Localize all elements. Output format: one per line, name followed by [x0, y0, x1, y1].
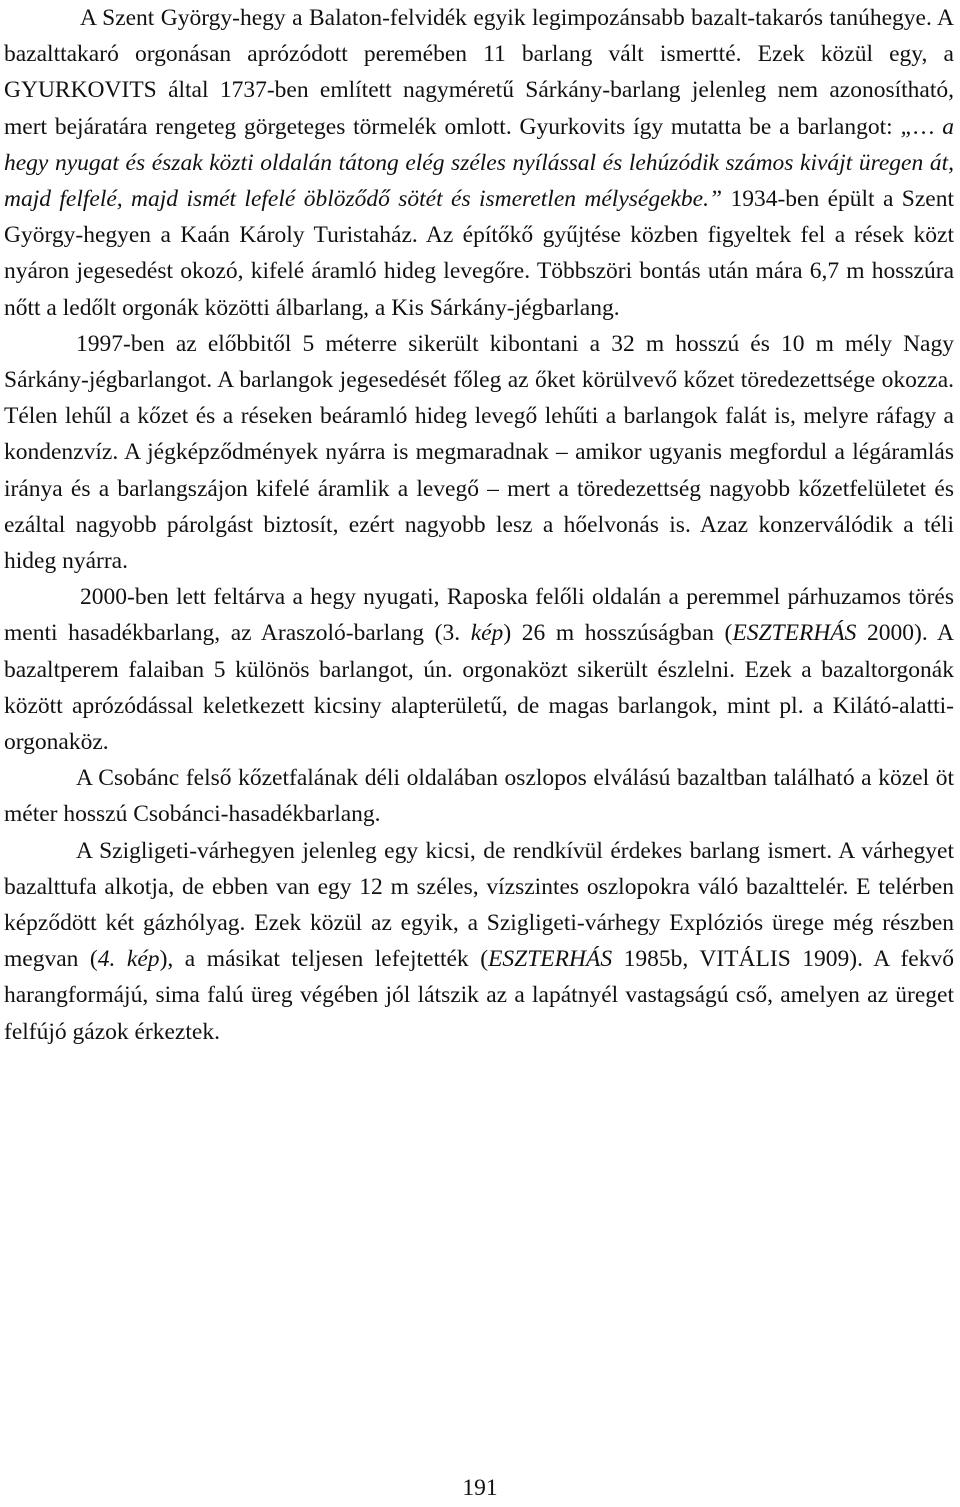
- paragraph-2: [4, 326, 954, 579]
- citation-author: ESZTERHÁS: [732, 620, 857, 647]
- text-segment: 2000). A bazaltperem falaiban 5 különös barlangot, ún. orgonaközt sikerült észlelni. Ezek a bazaltorgonák között aprózódással keletkezett kicsiny alapterületű, de magas barlangok, mint pl. a Kilátó-alatti-orgonaköz.: [4, 620, 954, 756]
- paragraph-5: [4, 833, 954, 1050]
- text-segment: ), a másikat teljesen lefejtették (: [159, 946, 489, 973]
- figure-ref: 4. kép: [97, 946, 160, 973]
- paragraph-3: [4, 579, 954, 760]
- text-segment: A Szigligeti-várhegyen jelenleg egy kicsi, de rendkívül érdekes barlang ismert. A várhegyet bazalttufa alkotja, de ebben van egy 12 m széles, vízszintes oszlopokra váló bazalttelér. E telérben képződött két gázhólyag. Ezek közül az egyik, a Szigligeti-várhegy Explóziós ürege még részben megvan (: [4, 837, 954, 973]
- page-body: [4, 0, 954, 1050]
- quote-segment: „… a hegy nyugat és észak közti oldalán tátong elég széles nyílással és lehúzódik számos kivájt üregen át, majd felfelé, majd ismét lefelé öblöződő sötét és ismeretlen mélységekbe.”: [4, 113, 954, 213]
- text-segment: 1997-ben az előbbitől 5 méterre sikerült kibontani a 32 m hosszú és 10 m mély Nagy Sárkány-jégbarlangot. A barlangok jegesedését főleg az őket körülvevő kőzet töredezettsége okozza. Télen lehűl a kőzet és a réseken beáramló hideg levegő lehűti a barlangok falát is, melyre ráfagy a kondenzvíz. A jégképződmények nyárra is megmaradnak – amikor ugyanis megfordul a légáramlás iránya és a barlangszájon kifelé áramlik a levegő – mert a töredezettség nagyobb kőzetfelületet és ezáltal nagyobb párolgást biztosít, ezért nagyobb lesz a hőelvonás is. Azaz konzerválódik a téli hideg nyárra.: [4, 330, 954, 575]
- text-segment: A Csobánc felső kőzetfalának déli oldalában oszlopos elválású bazaltban található a közel öt méter hosszú Csobánci-hasadékbarlang.: [4, 765, 954, 828]
- text-segment: A Szent György-hegy a Balaton-felvidék egyik legimpozánsabb bazalt-takarós tanúhegye. A bazalttakaró orgonásan aprózódott peremében 11 barlang vált ismertté. Ezek közül egy, a GYURKOVITS által 1737-ben említett nagyméretű Sárkány-barlang jelenleg nem azonosítható, mert bejáratára rengeteg görgeteges törmelék omlott. Gyurkovits így mutatta be a barlangot:: [4, 5, 954, 140]
- page-number: 191: [462, 1475, 498, 1501]
- paragraph-4: [4, 760, 954, 832]
- text-segment: 1985b, VITÁLIS 1909). A fekvő harangformájú, sima falú üreg végében jól látszik az a lapátnyél vastagságú cső, amelyen az üreget felfújó gázok érkeztek.: [4, 946, 954, 1045]
- paragraph-1: [4, 0, 954, 326]
- text-segment: ) 26 m hosszúságban (: [503, 620, 733, 647]
- text-segment: 1934-ben épült a Szent György-hegyen a Kaán Károly Turistaház. Az építőkő gyűjtése közben figyeltek fel a rések közt nyáron jegesedést okozó, kifelé áramló hideg levegőre. Többszöri bontás után mára 6,7 m hosszúra nőtt a ledőlt orgonák közötti álbarlang, a Kis Sárkány-jégbarlang.: [4, 186, 954, 321]
- figure-ref: kép: [470, 620, 504, 647]
- text-segment: 2000-ben lett feltárva a hegy nyugati, Raposka felőli oldalán a peremmel párhuzamos törés menti hasadékbarlang, az Araszoló-barlang (3.: [4, 584, 954, 647]
- citation-author: ESZTERHÁS: [488, 946, 613, 973]
